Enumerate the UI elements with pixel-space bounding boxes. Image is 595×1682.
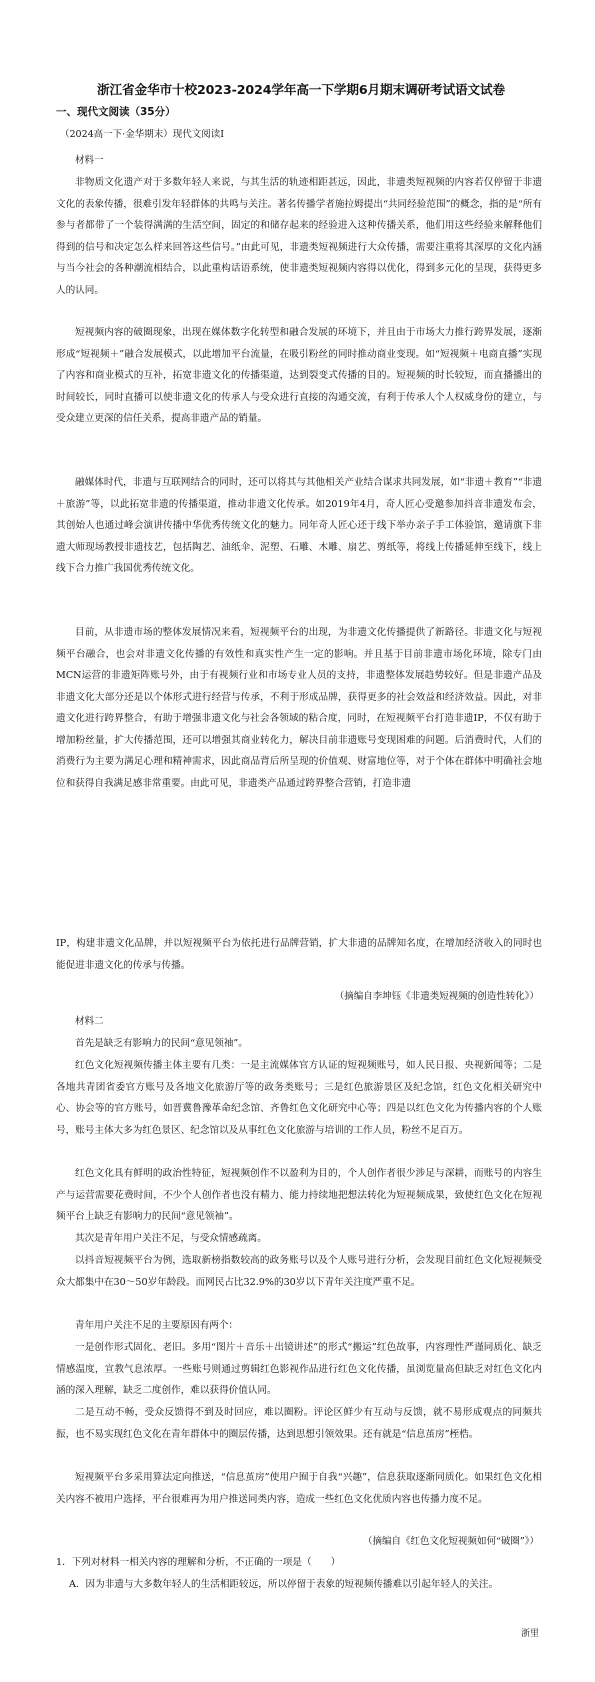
material1-paragraph-continued: IP，构建非遗文化品牌，并以短视频平台为依托进行品牌营销，扩大非遗的品牌知名度，在增加经济收入的同时也能促进非遗文化的传承与传播。 xyxy=(56,938,542,971)
material1-paragraph: 短视频内容的破圈现象，出现在媒体数字化转型和融合发展的环境下，并且由于市场大力推行跨界发展，逐渐形成“短视频＋”融合发展模式，以此增加平台流量，在吸引粉丝的同时推动商业变现。如“短视频＋电商直播”实现了内容和商业模式的互补，拓宽非遗文化的传播渠道，达到裂变式传播的目的。短视频的时长较短，而直播播出的时间较长，同时直播可以使非遗文化的传承人与受众进行直接的沟通交流，有利于传承人个人权威身份的建立，与受众建立更深的信任关系，提高非遗产品的销量。 xyxy=(56,327,542,424)
question-1: 1．下列对材料一相关内容的理解和分析，不正确的一项是（ ） xyxy=(56,1557,341,1568)
page-title: 浙江省金华市十校2023-2024学年高一下学期6月期末调研考试语文试卷 xyxy=(97,82,505,97)
material2-paragraph: 其次是青年用户关注不足，与受众情感疏离。 xyxy=(75,1233,267,1244)
material1-paragraph: 目前，从非遗市场的整体发展情况来看，短视频平台的出现，为非遗文化传播提供了新路径。非遗文化与短视频平台融合，也会对非遗文化传播的有效性和真实性产生一定的影响。并且基于目前非遗市场化环境，除专门由MCN运营的非遗矩阵账号外，由于有视频行业和市场专业人员的支持，非遗整体发展趋势较好。但是非遗产品及非遗文化大部分还是以个体形式进行经营与传承，不利于形成品牌，获得更多的社会效益和经济效益。因此，对非遗文化进行跨界整合，有助于增强非遗文化与社会各领域的粘合度，同时，在短视频平台打造非遗IP，不仅有助于增加粉丝量，扩大传播范围，还可以增强其商业转化力，解决目前非遗账号变现困难的问题。后消费时代，人们的消费行为主要为满足心理和精神需求，因此商品背后所呈现的价值观、财富地位等，对于个体在群体中明确社会地位和获得自我满足感非常重要。由此可见，非遗类产品通过跨界整合营销，打造非遗 xyxy=(56,627,542,789)
source-line: （2024高一下·金华期末）现代文阅读Ⅰ xyxy=(60,129,224,140)
material1-paragraph: 融媒体时代，非遗与互联网结合的同时，还可以将其与其他相关产业结合谋求共同发展，如“非遗＋教育”“非遗＋旅游”等，以此拓宽非遗的传播渠道，推动非遗文化传承。如2019年4月，奇人匠心受邀参加抖音非遗发布会，其创始人也通过峰会演讲传播中华优秀传统文化的魅力。同年奇人匠心还于线下举办亲子手工体验馆，邀请旗下非遗大师现场教授非遗技艺，包括陶艺、油纸伞、泥塑、石雕、木雕、扇艺、剪纸等，将线上传播延伸至线下，线上线下合力推广我国优秀传统文化。 xyxy=(56,477,542,574)
material2-paragraph: 以抖音短视频平台为例，选取新榜指数较高的政务账号以及个人账号进行分析，会发现目前红色文化短视频受众大都集中在30～50岁年龄段。而网民占比32.9%的30岁以下青年关注度严重不足。 xyxy=(56,1255,542,1288)
material2-paragraph: 二是互动不畅，受众反馈得不到及时回应，难以圈粉。评论区鲜少有互动与反馈，就不易形成观点的同频共振，也不易实现红色文化在青年群体中的圈层传播，达到思想引领效果。还有就是“信息茧房”桎梏。 xyxy=(56,1407,542,1440)
material1-credit: （摘编自李坤钰《非遗类短视频的创造性转化》） xyxy=(334,991,539,1002)
section-heading: 一、现代文阅读（35分） xyxy=(56,106,176,118)
material1-paragraph: 非物质文化遗产对于多数年轻人来说，与其生活的轨迹相距甚远，因此，非遗类短视频的内容若仅停留于非遗文化的表象传播，很难引发年轻群体的共鸣与关注。著名传播学者施拉姆提出“共同经验范围”的概念，指的是“所有参与者都带了一个装得满满的生活空间，固定的和储存起来的经验进入这种传播关系，他们用这些经验来解释他们得到的信号和决定怎么样来回答这些信号。”由此可见，非遗类短视频进行大众传播，需要注重将其深厚的文化内涵与当今社会的各种潮流相结合，以此重构话语系统，使非遗类短视频内容得以优化，得到多元化的呈现，获得更多人的认同。 xyxy=(56,177,542,296)
material2-paragraph: 青年用户关注不足的主要原因有两个： xyxy=(75,1320,239,1331)
material2-paragraph: 红色文化具有鲜明的政治性特征，短视频创作不以盈利为目的，个人创作者很少涉足与深耕，而账号的内容生产与运营需要花费时间，不少个人创作者也没有精力、能力持续地把想法转化为短视频成果，致使红色文化在短视频平台上缺乏有影响力的民间“意见领袖”。 xyxy=(56,1168,542,1222)
material2-paragraph: 红色文化短视频传播主体主要有几类：一是主流媒体官方认证的短视频账号，如人民日报、央视新闻等；二是各地共青团省委官方账号及各地文化旅游厅等的政务类账号；三是红色旅游景区及纪念馆，红色文化相关研究中心、协会等的官方账号，如晋冀鲁豫革命纪念馆、齐鲁红色文化研究中心等；四是以红色文化为传播内容的个人账号，账号主体大多为红色景区、纪念馆以及从事红色文化旅游与培训的工作人员，粉丝不足百万。 xyxy=(56,1060,542,1136)
material2-credit: （摘编自《红色文化短视频如何“破圈”》） xyxy=(363,1536,539,1547)
material2-paragraph: 一是创作形式固化、老旧。多用“图片＋音乐＋出镜讲述”的形式“搬运”红色故事，内容理性严谨同质化、缺乏情感温度，宣教气息浓厚。一些账号则通过剪辑红色影视作品进行红色文化传播，虽浏览量高但缺乏对红色文化内涵的深入理解，缺乏二度创作，难以获得价值认同。 xyxy=(56,1342,542,1396)
footer-watermark: 浙里 xyxy=(520,1629,539,1639)
question-1-option-a: A．因为非遗与大多数年轻人的生活相距较远，所以停留于表象的短视频传播难以引起年轻人的关注。 xyxy=(69,1579,499,1590)
material2-label: 材料二 xyxy=(75,1016,104,1027)
material2-paragraph: 首先是缺乏有影响力的民间“意见领袖”。 xyxy=(75,1038,248,1049)
material1-label: 材料一 xyxy=(75,155,104,166)
material2-paragraph: 短视频平台多采用算法定向推送，“信息茧房”使用户囿于自我“兴趣”，信息获取逐渐同质化。如果红色文化相关内容不被用户选择，平台很难再为用户推送同类内容，造成一些红色文化优质内容也传播力度不足。 xyxy=(56,1472,542,1505)
